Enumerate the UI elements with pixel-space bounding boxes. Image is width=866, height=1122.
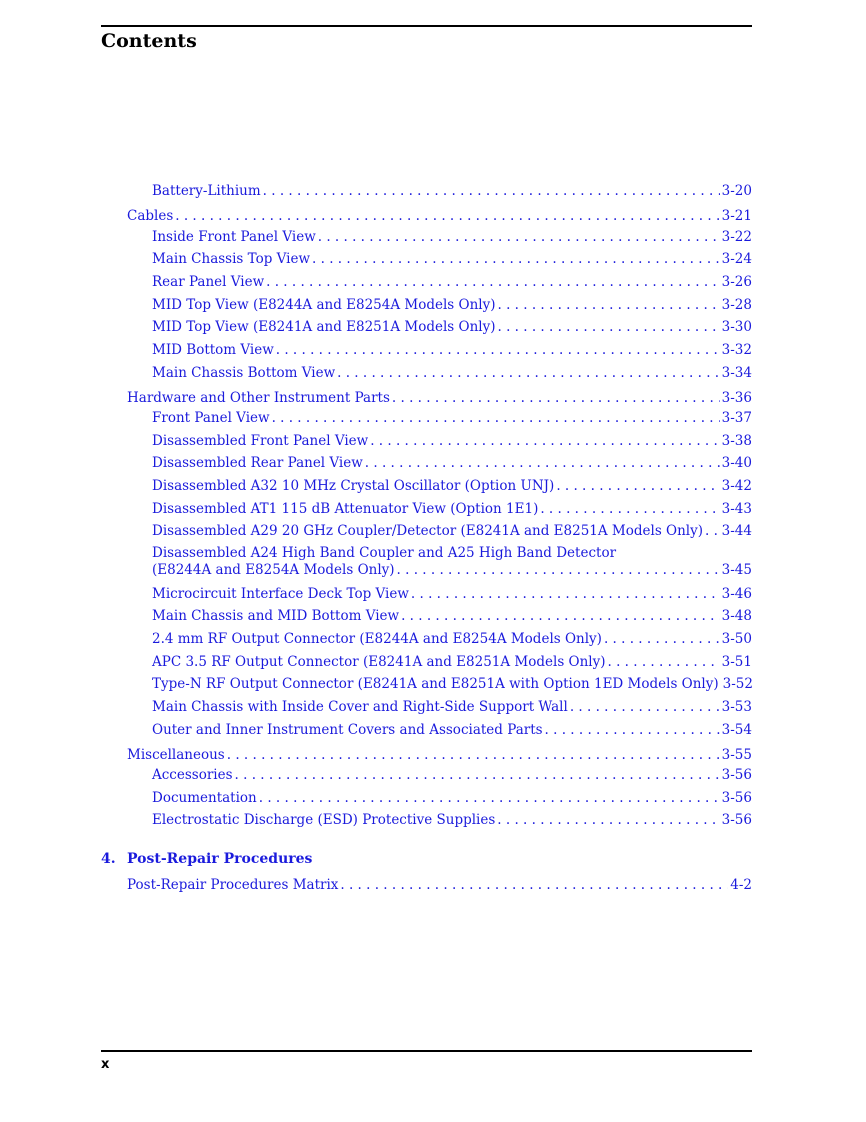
dot-leader bbox=[570, 699, 720, 715]
toc-entry[interactable] bbox=[127, 747, 752, 763]
toc-entry-title: Battery-Lithium bbox=[152, 183, 261, 199]
dot-leader bbox=[540, 501, 719, 517]
toc-entry[interactable] bbox=[152, 722, 752, 738]
dot-leader bbox=[272, 410, 720, 426]
toc-entry-title: Cables bbox=[127, 208, 174, 224]
toc-entry-page: 3-32 bbox=[721, 342, 752, 358]
toc-entry[interactable] bbox=[152, 523, 752, 539]
chapter-number: 4. bbox=[101, 851, 116, 867]
toc-entry-title: Main Chassis Bottom View bbox=[152, 365, 336, 381]
toc-entry-page: 3-22 bbox=[721, 229, 752, 245]
dot-leader bbox=[276, 342, 720, 358]
toc-entry[interactable] bbox=[152, 229, 752, 245]
toc-entry-title-line2: (E8244A and E8254A Models Only) bbox=[152, 562, 395, 578]
toc-entry-page: 3-37 bbox=[721, 410, 752, 426]
toc-entry[interactable] bbox=[152, 365, 752, 381]
toc-entry[interactable] bbox=[152, 455, 752, 471]
toc-entry-page: 3-56 bbox=[721, 790, 752, 806]
dot-leader bbox=[227, 747, 720, 763]
toc-entry-title: Hardware and Other Instrument Parts bbox=[127, 390, 390, 406]
toc-entry[interactable] bbox=[152, 297, 752, 313]
toc-entry-title: Post-Repair Procedures Matrix bbox=[127, 877, 339, 893]
footer-rule bbox=[101, 1050, 752, 1052]
header-rule bbox=[101, 25, 752, 27]
dot-leader bbox=[235, 767, 720, 783]
toc-entry[interactable] bbox=[152, 251, 752, 267]
toc-entry-page: 3-21 bbox=[721, 208, 752, 224]
dot-leader bbox=[266, 274, 720, 290]
toc-entry-page: 3-48 bbox=[721, 608, 752, 624]
toc-entry-page: 3-30 bbox=[721, 319, 752, 335]
dot-leader bbox=[498, 297, 720, 313]
toc-entry[interactable] bbox=[152, 767, 752, 783]
toc-entry[interactable] bbox=[152, 586, 752, 602]
toc-entry-title: Documentation bbox=[152, 790, 257, 806]
toc-entry[interactable] bbox=[152, 676, 752, 692]
dot-leader bbox=[545, 722, 720, 738]
toc-entry-title: Microcircuit Interface Deck Top View bbox=[152, 586, 409, 602]
dot-leader bbox=[312, 251, 720, 267]
toc-entry[interactable] bbox=[152, 410, 752, 426]
dot-leader bbox=[411, 586, 720, 602]
toc-entry-title: Type-N RF Output Connector (E8241A and E8251A with Option 1ED Models Only) bbox=[152, 676, 719, 692]
dot-leader bbox=[318, 229, 720, 245]
toc-entry-page: 3-46 bbox=[721, 586, 752, 602]
page-number: x bbox=[101, 1057, 110, 1072]
toc-entry-page: 3-54 bbox=[721, 722, 752, 738]
toc-entry-title-line1: Disassembled A24 High Band Coupler and A25 High Band Detector bbox=[152, 545, 617, 561]
chapter-title: Post-Repair Procedures bbox=[127, 851, 313, 867]
toc-entry-multiline[interactable] bbox=[152, 545, 752, 579]
dot-leader bbox=[392, 390, 720, 406]
toc-entry-page: 3-26 bbox=[721, 274, 752, 290]
toc-entry[interactable] bbox=[127, 390, 752, 406]
toc-entry-page: 3-20 bbox=[721, 183, 752, 199]
toc-entry-page: 3-24 bbox=[721, 251, 752, 267]
toc-entry-title: Disassembled A32 10 MHz Crystal Oscillator (Option UNJ) bbox=[152, 478, 555, 494]
toc-entry-title: Main Chassis and MID Bottom View bbox=[152, 608, 400, 624]
dot-leader bbox=[259, 790, 720, 806]
toc-entry[interactable] bbox=[152, 319, 752, 335]
toc-entry[interactable] bbox=[152, 631, 752, 647]
dot-leader bbox=[497, 812, 719, 828]
dot-leader bbox=[705, 523, 720, 539]
dot-leader bbox=[604, 631, 720, 647]
toc-entry[interactable] bbox=[127, 877, 752, 893]
toc-entry[interactable] bbox=[127, 208, 752, 224]
toc-entry-title: Disassembled Rear Panel View bbox=[152, 455, 363, 471]
toc-entry-page: 3-56 bbox=[721, 812, 752, 828]
dot-leader bbox=[175, 208, 719, 224]
dot-leader bbox=[337, 365, 720, 381]
toc-entry[interactable] bbox=[152, 608, 752, 624]
toc-entry-title: Miscellaneous bbox=[127, 747, 225, 763]
toc-entry[interactable] bbox=[152, 790, 752, 806]
toc-entry-title: Main Chassis with Inside Cover and Right-Side Support Wall bbox=[152, 699, 568, 715]
toc-entry-title: Front Panel View bbox=[152, 410, 270, 426]
dot-leader bbox=[365, 455, 720, 471]
toc-entry-page: 3-42 bbox=[721, 478, 752, 494]
page-title: Contents bbox=[101, 30, 197, 52]
dot-leader bbox=[401, 608, 720, 624]
toc-entry-page: 3-34 bbox=[721, 365, 752, 381]
dot-leader bbox=[608, 654, 720, 670]
chapter-heading[interactable] bbox=[101, 851, 312, 867]
dot-leader bbox=[498, 319, 720, 335]
toc-entry-page: 3-45 bbox=[721, 562, 752, 578]
toc-entry-title: Main Chassis Top View bbox=[152, 251, 311, 267]
toc-entry[interactable] bbox=[152, 433, 752, 449]
toc-entry-page: 3-56 bbox=[721, 767, 752, 783]
toc-entry-title: 2.4 mm RF Output Connector (E8244A and E8254A Models Only) bbox=[152, 631, 602, 647]
toc-entry-page: 3-50 bbox=[721, 631, 752, 647]
toc-entry-page: 3-36 bbox=[721, 390, 752, 406]
toc-entry-page: 3-51 bbox=[721, 654, 752, 670]
toc-entry-title: Outer and Inner Instrument Covers and Associated Parts bbox=[152, 722, 543, 738]
toc-entry-title: Accessories bbox=[152, 767, 233, 783]
dot-leader bbox=[340, 877, 728, 893]
toc-entry-title: MID Top View (E8244A and E8254A Models Only) bbox=[152, 297, 496, 313]
toc-entry[interactable] bbox=[152, 654, 752, 670]
toc-entry-page: 3-40 bbox=[721, 455, 752, 471]
toc-entry-page: 3-43 bbox=[721, 501, 752, 517]
toc-entry-title: Disassembled AT1 115 dB Attenuator View (Option 1E1) bbox=[152, 501, 539, 517]
dot-leader bbox=[556, 478, 719, 494]
toc-entry-page: 3-44 bbox=[721, 523, 752, 539]
toc-entry[interactable] bbox=[152, 183, 752, 199]
toc-entry-row2 bbox=[152, 562, 752, 579]
toc-entry-page: 3-28 bbox=[721, 297, 752, 313]
toc-entry[interactable] bbox=[152, 501, 752, 517]
dot-leader bbox=[263, 183, 720, 199]
toc-entry-title: Inside Front Panel View bbox=[152, 229, 316, 245]
dot-leader bbox=[370, 433, 719, 449]
toc-entry-title: Rear Panel View bbox=[152, 274, 265, 290]
toc-entry-title: MID Top View (E8241A and E8251A Models Only) bbox=[152, 319, 496, 335]
toc-entry-page: 3-38 bbox=[721, 433, 752, 449]
toc-entry-title: APC 3.5 RF Output Connector (E8241A and E8251A Models Only) bbox=[152, 654, 606, 670]
toc-entry-title: Disassembled Front Panel View bbox=[152, 433, 369, 449]
toc-entry-title: Electrostatic Discharge (ESD) Protective Supplies bbox=[152, 812, 496, 828]
toc-entry[interactable] bbox=[152, 342, 752, 358]
toc-entry-page: 3-53 bbox=[721, 699, 752, 715]
toc-entry-page: 3-52 bbox=[722, 676, 753, 692]
toc-entry-page: 4-2 bbox=[730, 877, 752, 893]
toc-entry-title: MID Bottom View bbox=[152, 342, 274, 358]
dot-leader bbox=[397, 562, 720, 579]
toc-entry[interactable] bbox=[152, 699, 752, 715]
toc-entry[interactable] bbox=[152, 274, 752, 290]
toc-entry-page: 3-55 bbox=[721, 747, 752, 763]
toc-entry[interactable] bbox=[152, 478, 752, 494]
toc-entry[interactable] bbox=[152, 812, 752, 828]
toc-entry-title: Disassembled A29 20 GHz Coupler/Detector (E8241A and E8251A Models Only) bbox=[152, 523, 704, 539]
